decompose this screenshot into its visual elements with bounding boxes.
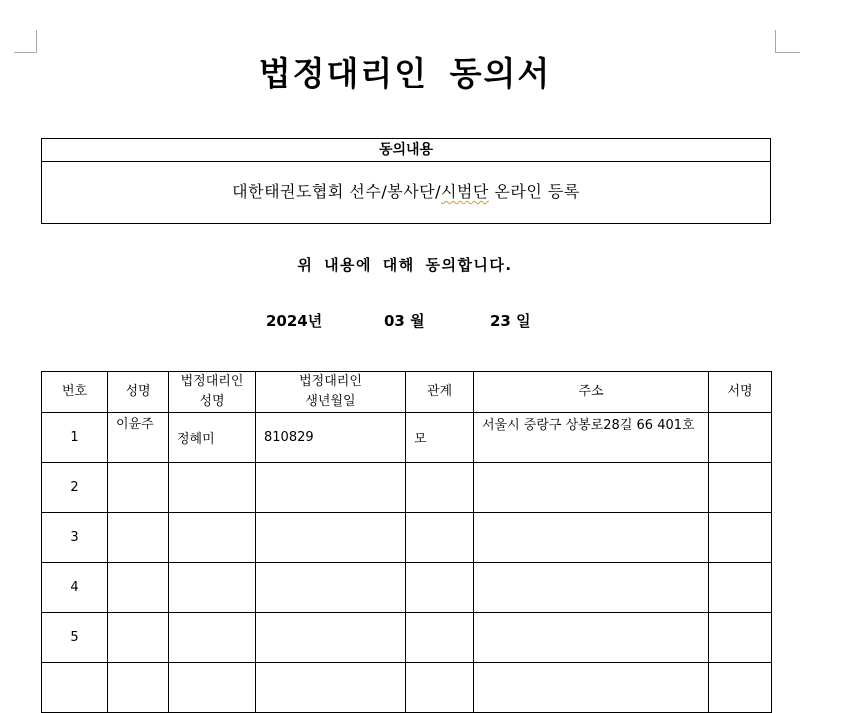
cell-guardian-birth[interactable]	[256, 513, 406, 563]
header-address: 주소	[474, 372, 709, 413]
cell-signature[interactable]	[709, 463, 772, 513]
cell-address[interactable]	[474, 613, 709, 663]
cell-relation[interactable]	[406, 563, 474, 613]
cell-signature[interactable]	[709, 663, 772, 713]
cell-signature[interactable]	[709, 513, 772, 563]
date-day: 23 일	[490, 312, 531, 330]
cell-guardian-name[interactable]	[169, 663, 256, 713]
cell-name[interactable]	[108, 513, 169, 563]
header-guardian-birth: 법정대리인 생년월일	[256, 372, 406, 413]
cell-guardian-birth[interactable]	[256, 663, 406, 713]
document-title: 법정대리인 동의서	[258, 54, 552, 93]
cell-address[interactable]: 서울시 중랑구 상봉로28길 66 401호	[474, 413, 709, 463]
date-year: 2024년	[266, 312, 323, 330]
cell-guardian-birth[interactable]	[256, 613, 406, 663]
cell-guardian-name[interactable]: 정혜미	[169, 413, 256, 463]
cell-guardian-birth[interactable]	[256, 563, 406, 613]
cell-address[interactable]	[474, 463, 709, 513]
header-signature: 서명	[709, 372, 772, 413]
cell-no[interactable]: 4	[42, 563, 108, 613]
agree-statement: 위 내용에 대해 동의합니다.	[297, 256, 513, 274]
cell-name[interactable]	[108, 663, 169, 713]
header-relation: 관계	[406, 372, 474, 413]
table-row	[42, 663, 772, 713]
cell-relation[interactable]: 모	[406, 413, 474, 463]
cell-name[interactable]	[108, 563, 169, 613]
consent-box	[41, 138, 771, 224]
cell-name[interactable]	[108, 463, 169, 513]
header-no: 번호	[42, 372, 108, 413]
table-row	[42, 463, 772, 513]
header-guardian-name: 법정대리인 성명	[169, 372, 256, 413]
cell-address[interactable]	[474, 663, 709, 713]
cell-guardian-name[interactable]	[169, 463, 256, 513]
cell-signature[interactable]	[709, 563, 772, 613]
table-row	[42, 513, 772, 563]
cell-guardian-name[interactable]	[169, 613, 256, 663]
cell-guardian-birth[interactable]: 810829	[256, 413, 406, 463]
consent-body	[42, 162, 770, 222]
cell-no[interactable]: 3	[42, 513, 108, 563]
cell-relation[interactable]	[406, 663, 474, 713]
table-row	[42, 563, 772, 613]
date-month: 03 월	[384, 312, 425, 330]
cell-no[interactable]	[42, 663, 108, 713]
cell-relation[interactable]	[406, 613, 474, 663]
header-name: 성명	[108, 372, 169, 413]
cell-name[interactable]	[108, 613, 169, 663]
cell-no[interactable]: 2	[42, 463, 108, 513]
table-header-row	[42, 372, 772, 413]
signature-table	[41, 371, 772, 713]
consent-header: 동의내용	[42, 139, 770, 162]
cell-no[interactable]: 1	[42, 413, 108, 463]
cell-guardian-name[interactable]	[169, 513, 256, 563]
cell-guardian-name[interactable]	[169, 563, 256, 613]
cell-relation[interactable]	[406, 513, 474, 563]
consent-text-spellcheck-word[interactable]: 시범단	[441, 182, 489, 201]
cell-name[interactable]: 이윤주	[108, 413, 169, 463]
cell-signature[interactable]	[709, 613, 772, 663]
cell-no[interactable]: 5	[42, 613, 108, 663]
cell-address[interactable]	[474, 513, 709, 563]
cell-relation[interactable]	[406, 463, 474, 513]
cell-guardian-birth[interactable]	[256, 463, 406, 513]
table-row	[42, 413, 772, 463]
consent-text-part2: 온라인 등록	[488, 182, 580, 201]
consent-text-part1: 대한태권도협회 선수/봉사단/	[232, 182, 441, 201]
table-row	[42, 613, 772, 663]
cell-address[interactable]	[474, 563, 709, 613]
cell-signature[interactable]	[709, 413, 772, 463]
